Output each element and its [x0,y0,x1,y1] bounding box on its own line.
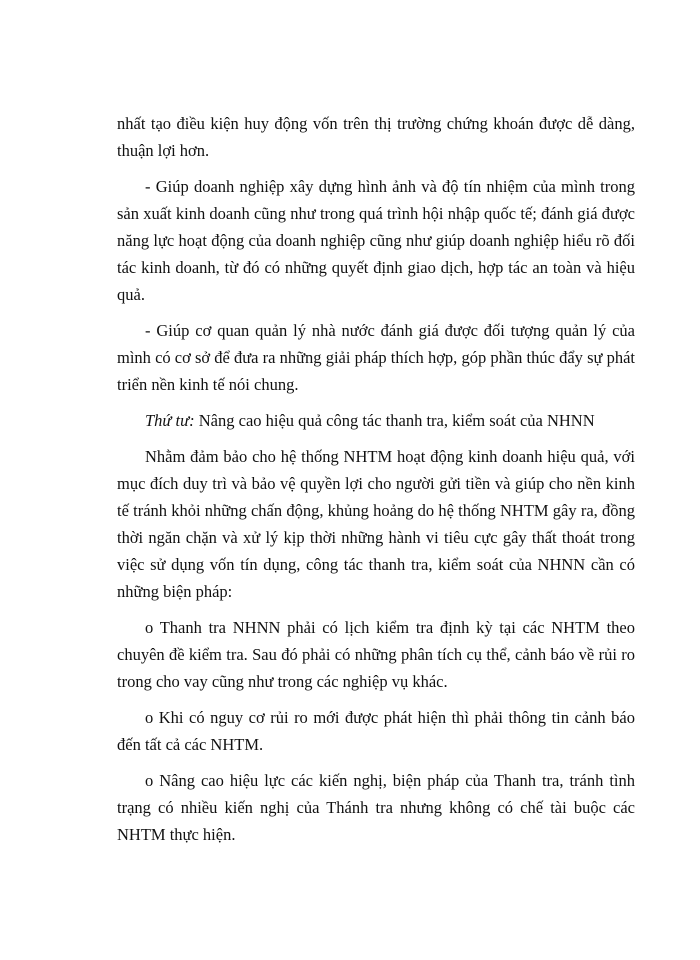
paragraph-section-heading-fourth [117,407,635,434]
section-ordinal-label: Thứ tư: [145,411,195,430]
paragraph-bullet-state-management: - Giúp cơ quan quản lý nhà nước đánh giá được đối tượng quản lý của mình có cơ sở để đưa ra những giải pháp thích hợp, góp phần thúc đẩy sự phát triển nền kinh tế nói chung. [117,321,635,394]
paragraph-measure-enforcement: o Nâng cao hiệu lực các kiến nghị, biện pháp của Thanh tra, tránh tình trạng có nhiều kiến nghị của Thánh tra nhưng không có chế tài buộc các NHTM thực hiện. [117,771,635,844]
section-heading-text: Nâng cao hiệu quả công tác thanh tra, kiểm soát của NHNN [194,411,595,430]
paragraph-inspection-intro: Nhằm đảm bảo cho hệ thống NHTM hoạt động kinh doanh hiệu quả, với mục đích duy trì và bảo vệ quyền lợi cho người gửi tiền và giúp cho nền kinh tế tránh khỏi những chấn động, khủng hoảng do hệ thống NHTM gây ra, đồng thời ngăn chặn và xử lý kịp thời những hành vi tiêu cực gây thất thoát trong việc sử dụng vốn tín dụng, công tác thanh tra, kiểm soát của NHNN cần có những biện pháp: [117,447,635,601]
document-body [117,110,635,857]
paragraph-measure-periodic-inspection: o Thanh tra NHNN phải có lịch kiểm tra định kỳ tại các NHTM theo chuyên đề kiểm tra. Sau đó phải có những phân tích cụ thể, cảnh báo về rủi ro trong cho vay cũng như trong các nghiệp vụ khác. [117,618,635,691]
paragraph-continuation: nhất tạo điều kiện huy động vốn trên thị trường chứng khoán được dễ dàng, thuận lợi hơn. [117,114,635,160]
paragraph-bullet-brand-reputation: - Giúp doanh nghiệp xây dựng hình ảnh và độ tín nhiệm của mình trong sản xuất kinh doanh cũng như trong quá trình hội nhập quốc tế; đánh giá được năng lực hoạt động của doanh nghiệp cũng như giúp doanh nghiệp hiểu rõ đối tác kinh doanh, từ đó có những quyết định giao dịch, hợp tác an toàn và hiệu quả. [117,177,635,304]
paragraph-measure-risk-warning: o Khi có nguy cơ rủi ro mới được phát hiện thì phải thông tin cảnh báo đến tất cả các NHTM. [117,708,635,754]
